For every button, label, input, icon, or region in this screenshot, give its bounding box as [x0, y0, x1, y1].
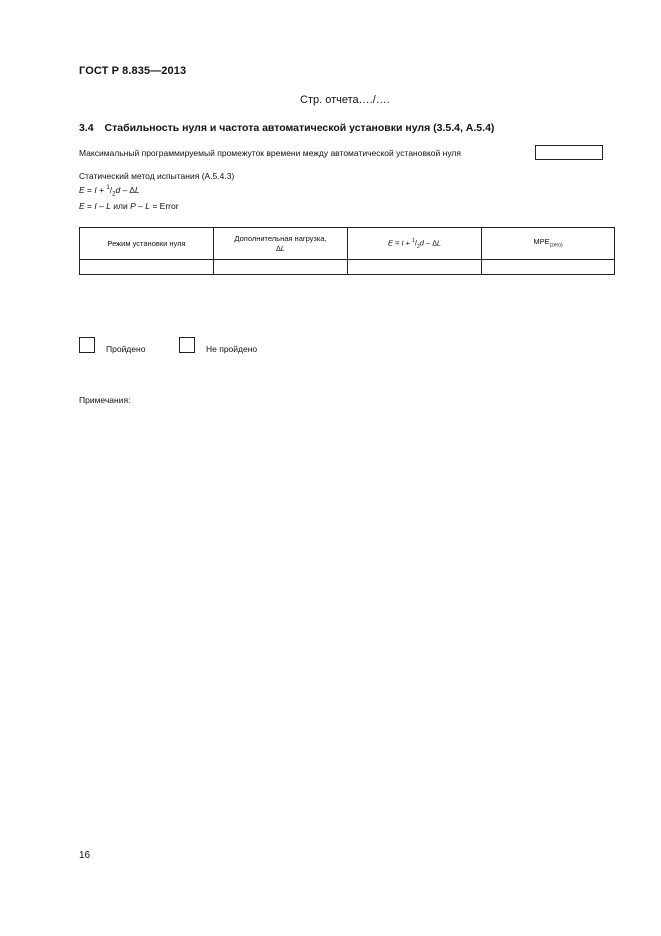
standard-number: ГОСТ Р 8.835—2013 [79, 65, 187, 77]
cell-zero-mode[interactable] [80, 260, 214, 275]
passed-option[interactable] [79, 336, 145, 354]
col-zero-mode: Режим установки нуля [80, 228, 214, 260]
col-error-formula: $E = I + ^1/_2d - \Delta L$ [348, 228, 482, 260]
page-number: 16 [79, 850, 91, 861]
section-title: Стабильность нуля и частота автоматической установки нуля (3.5.4, А.5.4) [104, 122, 495, 134]
cell-additional-load[interactable] [214, 260, 348, 275]
report-page-counter: Стр. отчета…./…. [300, 94, 390, 106]
table-row [80, 260, 615, 275]
passed-label: Пройдено [106, 344, 146, 354]
col-additional-load: Дополнительная нагрузка, ∆L [214, 228, 348, 260]
col-mpe-zero: $MPE_{(zero)}$ [482, 228, 615, 260]
failed-checkbox[interactable] [179, 337, 195, 353]
max-interval-field[interactable] [535, 145, 603, 160]
method-title: Статический метод испытания (А.5.4.3) [79, 171, 235, 181]
notes-label: Примечания: [79, 395, 131, 405]
formula-error: $E = I + ^1/_2d - \Delta L$ [79, 184, 140, 198]
passed-checkbox[interactable] [79, 337, 95, 353]
max-interval-label: Максимальный программируемый промежуток времени между автоматической установкой нуля [79, 148, 461, 158]
cell-error[interactable] [348, 260, 482, 275]
section-number: 3.4 [79, 122, 94, 134]
failed-option[interactable] [179, 336, 257, 354]
test-method [79, 171, 234, 212]
cell-mpe[interactable] [482, 260, 615, 275]
failed-label: Не пройдено [206, 344, 258, 354]
section-heading [79, 122, 494, 134]
zero-stability-table [79, 227, 615, 275]
table-header-row [80, 228, 615, 260]
formula-error-alt: E = I – L или P – L = Error [79, 200, 179, 211]
